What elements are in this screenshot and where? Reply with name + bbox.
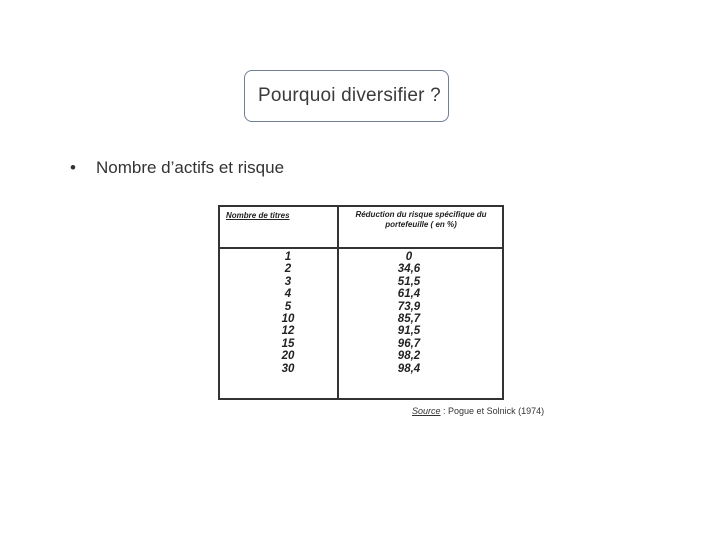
cell-reduction: 51,5 (397, 275, 421, 288)
cell-titres: 15 (281, 337, 295, 350)
header-rule (220, 247, 502, 249)
source-label: Source (412, 406, 441, 416)
cell-reduction: 0 (405, 251, 413, 263)
cell-reduction: 85,7 (397, 312, 421, 325)
cell-titres: 5 (284, 300, 292, 313)
column-reduction (359, 251, 459, 375)
cell-reduction: 73,9 (397, 300, 421, 313)
cell-titres: 4 (284, 288, 292, 301)
bullet-icon: • (70, 158, 76, 177)
header-reduction-risque: Réduction du risque spécifique du portefeuille ( en %) (355, 210, 487, 229)
cell-reduction: 34,6 (397, 263, 421, 276)
cell-reduction: 61,4 (397, 288, 421, 301)
cell-reduction: 91,5 (397, 325, 421, 338)
header-nombre-titres: Nombre de titres (226, 211, 290, 220)
cell-titres: 1 (284, 251, 292, 263)
source-note (412, 406, 544, 416)
source-text: : Pogue et Solnick (1974) (440, 406, 545, 416)
cell-titres: 30 (281, 362, 295, 375)
column-titres (238, 251, 338, 375)
cell-titres: 3 (284, 275, 292, 288)
bullet-item (70, 158, 284, 178)
risk-table (218, 205, 504, 400)
cell-reduction: 96,7 (397, 337, 421, 350)
page-title: Pourquoi diversifier ? (258, 85, 441, 106)
cell-reduction: 98,4 (397, 362, 421, 375)
title-box (244, 70, 449, 122)
bullet-text: Nombre d’actifs et risque (96, 158, 285, 177)
cell-titres: 12 (281, 325, 295, 338)
cell-titres: 20 (281, 350, 295, 363)
cell-titres: 10 (281, 312, 295, 325)
cell-titres: 2 (284, 263, 292, 276)
cell-reduction: 98,2 (397, 350, 421, 363)
